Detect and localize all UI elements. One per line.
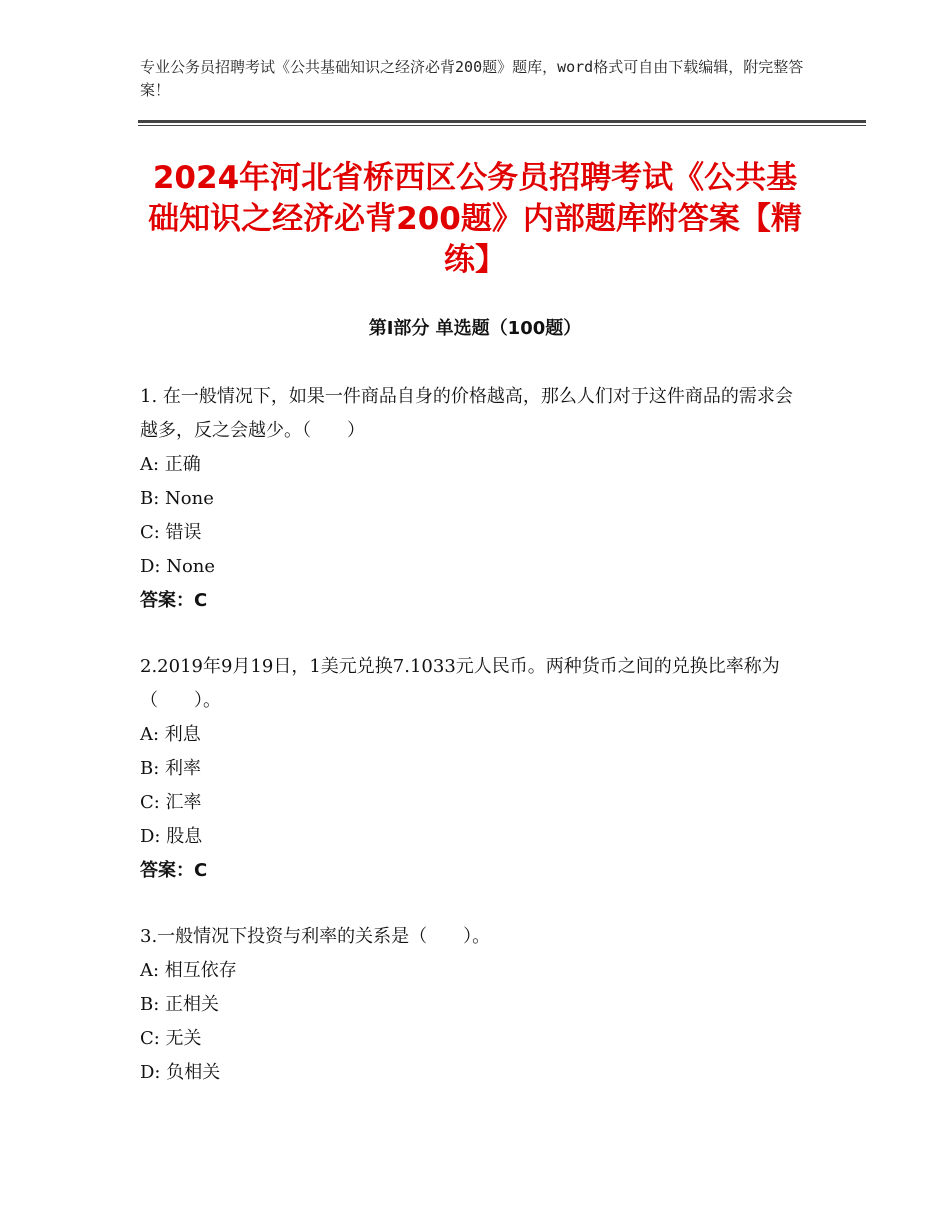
answer-line: 答案：C xyxy=(140,860,208,881)
option-b: B: 利率 xyxy=(140,758,202,779)
option-a: A: 相互依存 xyxy=(140,960,237,981)
option-a: A: 正确 xyxy=(140,454,201,475)
document-title: 2024年河北省桥西区公务员招聘考试《公共基础知识之经济必背200题》内部题库附答案【精练】 xyxy=(148,160,802,278)
option-d: D: 股息 xyxy=(140,826,203,847)
question-stem: 3.一般情况下投资与利率的关系是（ ）。 xyxy=(140,926,491,947)
option-d: D: None xyxy=(140,556,216,577)
option-c: C: 汇率 xyxy=(140,792,202,813)
question-stem: 2.2019年9月19日，1美元兑换7.1033元人民币。两种货币之间的兑换比率称为（ ）。 xyxy=(140,656,780,711)
option-a: A: 利息 xyxy=(140,724,201,745)
question-item-1 xyxy=(140,380,810,618)
header-rule-thick xyxy=(138,120,866,123)
question-list xyxy=(140,380,810,1122)
answer-line: 答案：C xyxy=(140,590,208,611)
question-item-3 xyxy=(140,920,810,1090)
question-item-2 xyxy=(140,650,810,888)
option-d: D: 负相关 xyxy=(140,1062,221,1083)
question-stem: 1. 在一般情况下，如果一件商品自身的价格越高，那么人们对于这件商品的需求会越多，反之会越少。（ ） xyxy=(140,386,793,441)
option-c: C: 错误 xyxy=(140,522,202,543)
option-c: C: 无关 xyxy=(140,1028,202,1049)
option-b: B: None xyxy=(140,488,214,509)
section-heading: 第I部分 单选题（100题） xyxy=(368,318,582,339)
header-rule-thin xyxy=(138,125,866,126)
header-note: 专业公务员招聘考试《公共基础知识之经济必背200题》题库，word格式可自由下载编辑，附完整答案！ xyxy=(140,58,804,99)
option-b: B: 正相关 xyxy=(140,994,220,1015)
